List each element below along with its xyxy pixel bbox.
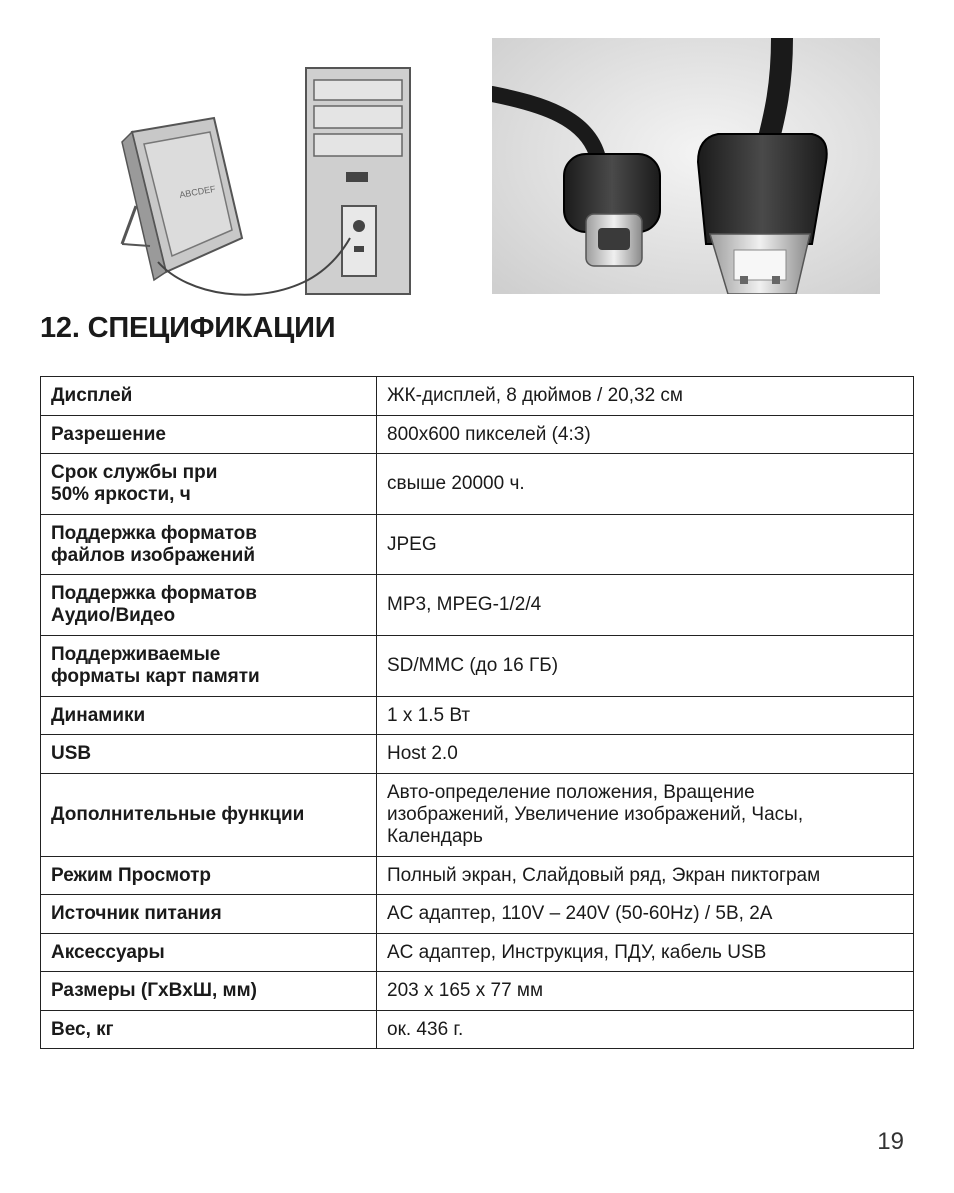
spec-label-cell bbox=[41, 774, 377, 857]
table-row bbox=[41, 575, 914, 636]
spec-value-line: ок. 436 г. bbox=[387, 1018, 464, 1040]
spec-label-cell bbox=[41, 735, 377, 774]
frame-screen-text: ABCDEF bbox=[178, 183, 217, 200]
spec-value-line: изображений, Увеличение изображений, Часы, bbox=[387, 804, 804, 825]
photo-frame-icon bbox=[122, 118, 242, 280]
spec-value-line: AC адаптер, Инструкция, ПДУ, кабель USB bbox=[387, 941, 767, 963]
table-row bbox=[41, 774, 914, 857]
spec-value-cell bbox=[377, 972, 914, 1011]
spec-label-line: Режим Просмотр bbox=[51, 864, 212, 886]
spec-label-line: файлов изображений bbox=[51, 544, 256, 566]
spec-label-cell bbox=[41, 636, 377, 697]
spec-label-line: Поддерживаемые bbox=[51, 644, 221, 665]
spec-label-cell bbox=[41, 895, 377, 934]
spec-label-line: Поддержка форматов bbox=[51, 583, 257, 604]
spec-label-line: Динамики bbox=[51, 704, 146, 726]
spec-label-line: форматы карт памяти bbox=[51, 666, 260, 687]
spec-value-cell bbox=[377, 697, 914, 735]
spec-label-line: Аксессуары bbox=[51, 941, 165, 963]
table-row bbox=[41, 377, 914, 416]
spec-label-line: Источник питания bbox=[51, 903, 222, 924]
spec-value-line: Авто-определение положения, Вращение bbox=[387, 782, 755, 803]
spec-value-cell bbox=[377, 575, 914, 636]
spec-value-line: AC адаптер, 110V – 240V (50-60Hz) / 5В, 2A bbox=[387, 903, 773, 924]
specifications-table bbox=[40, 376, 914, 1049]
page-number: 19 bbox=[877, 1128, 904, 1155]
table-row bbox=[41, 895, 914, 934]
spec-label-cell bbox=[41, 377, 377, 416]
spec-value-cell bbox=[377, 515, 914, 575]
table-row bbox=[41, 857, 914, 895]
spec-value-line: 800x600 пикселей (4:3) bbox=[387, 423, 591, 445]
spec-label-cell bbox=[41, 515, 377, 575]
spec-label-line: Разрешение bbox=[51, 423, 166, 445]
spec-label-cell bbox=[41, 934, 377, 972]
spec-label-line: Размеры (ГxВxШ, мм) bbox=[51, 980, 257, 1001]
table-row bbox=[41, 454, 914, 515]
pc-tower-icon bbox=[306, 68, 410, 294]
spec-label-cell bbox=[41, 1011, 377, 1049]
spec-label-line: Аудио/Видео bbox=[51, 605, 176, 626]
spec-value-line: Календарь bbox=[387, 826, 483, 847]
spec-value-line: MP3, MPEG-1/2/4 bbox=[387, 594, 542, 615]
spec-value-cell bbox=[377, 1011, 914, 1049]
spec-value-line: Полный экран, Слайдовый ряд, Экран пиктограм bbox=[387, 864, 821, 886]
spec-label-cell bbox=[41, 857, 377, 895]
spec-value-cell bbox=[377, 735, 914, 774]
spec-value-cell bbox=[377, 377, 914, 416]
spec-value-line: JPEG bbox=[387, 533, 437, 555]
spec-label-line: Поддержка форматов bbox=[51, 522, 257, 544]
table-row bbox=[41, 697, 914, 735]
spec-label-line: 50% яркости, ч bbox=[51, 484, 191, 505]
table-row bbox=[41, 636, 914, 697]
spec-value-cell bbox=[377, 454, 914, 515]
table-row bbox=[41, 1011, 914, 1049]
spec-label-cell bbox=[41, 454, 377, 515]
table-row bbox=[41, 735, 914, 774]
table-row bbox=[41, 515, 914, 575]
spec-label-cell bbox=[41, 575, 377, 636]
spec-value-line: Host 2.0 bbox=[387, 743, 458, 764]
frame-to-pc-illustration bbox=[118, 66, 418, 298]
spec-value-cell bbox=[377, 774, 914, 857]
spec-label-line: Дисплей bbox=[51, 385, 133, 406]
section-heading: 12. СПЕЦИФИКАЦИИ bbox=[40, 312, 336, 344]
spec-label-line: Вес, кг bbox=[51, 1018, 114, 1040]
spec-value-line: SD/MMC (до 16 ГБ) bbox=[387, 655, 559, 676]
spec-value-cell bbox=[377, 857, 914, 895]
spec-label-cell bbox=[41, 697, 377, 735]
spec-label-cell bbox=[41, 972, 377, 1011]
spec-label-line: Срок службы при bbox=[51, 462, 218, 483]
specifications-table-body bbox=[41, 377, 914, 1049]
spec-value-line: свыше 20000 ч. bbox=[387, 473, 525, 494]
spec-value-cell bbox=[377, 416, 914, 454]
spec-label-line: Дополнительные функции bbox=[51, 804, 305, 825]
table-row bbox=[41, 972, 914, 1011]
spec-value-cell bbox=[377, 934, 914, 972]
spec-label-cell bbox=[41, 416, 377, 454]
spec-value-cell bbox=[377, 636, 914, 697]
spec-value-cell bbox=[377, 895, 914, 934]
usb-cable-photo bbox=[492, 38, 880, 294]
spec-value-line: 1 x 1.5 Вт bbox=[387, 704, 471, 726]
spec-value-line: ЖК-дисплей, 8 дюймов / 20,32 см bbox=[387, 385, 683, 406]
table-row bbox=[41, 934, 914, 972]
spec-label-line: USB bbox=[51, 743, 92, 764]
table-row bbox=[41, 416, 914, 454]
spec-value-line: 203 x 165 x 77 мм bbox=[387, 980, 544, 1001]
